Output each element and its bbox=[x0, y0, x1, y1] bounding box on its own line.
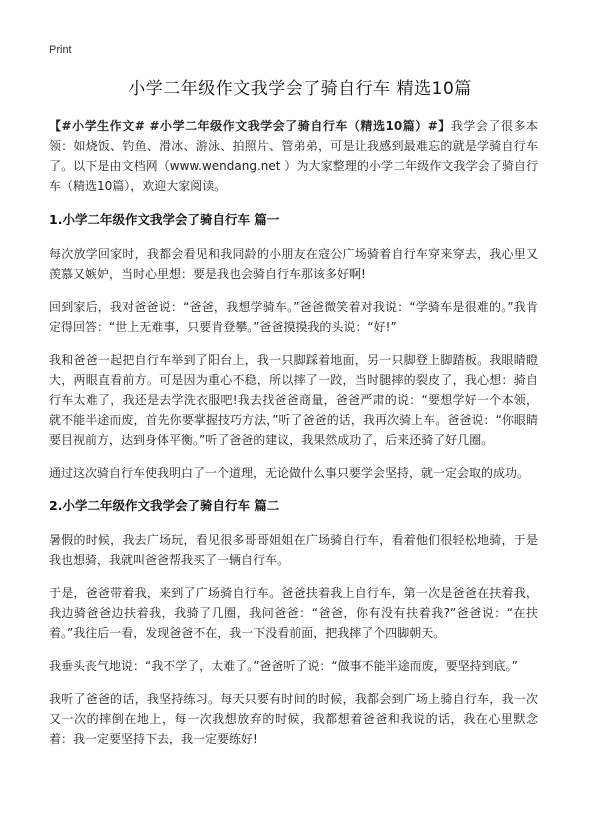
intro-paragraph bbox=[49, 116, 538, 196]
section-2-paragraph-1: 暑假的时候，我去广场玩，看见很多哥哥姐姐在广场骑自行车，看着他们很轻松地骑，于是我也想骑，我就叫爸爸帮我买了一辆自行车。 bbox=[49, 533, 538, 567]
section-1-paragraph-1: 每次放学回家时，我都会看见和我同龄的小朋友在寇公广场骑着自行车穿来穿去，我心里又羡慕又嫉妒，当时心里想：要是我也会骑自行车那该多好啊! bbox=[49, 247, 538, 281]
page-title: 小学二年级作文我学会了骑自行车 精选10篇 bbox=[128, 79, 472, 99]
section-1-paragraph-4: 通过这次骑自行车使我明白了一个道理，无论做什么事只要学会坚持，就一定会取的成功。 bbox=[49, 466, 530, 480]
section-1-paragraph-3: 我和爸爸一起把自行车举到了阳台上，我一只脚踩着地面，另一只脚登上脚踏板。我眼睛瞪大，两眼直看前方。可是因为重心不稳，所以摔了一跤，当时腿摔的裂皮了，我心想：骑自行车太难了，我还是去学洗衣服吧!我去找爸爸商量，爸爸严肃的说：“要想学好一个本领，就不能半途而废，首先你要掌握技巧方法，”听了爸爸的话，我再次骑上车。爸爸说：“你眼睛要目视前方，达到身体平衡。”听了爸爸的建议，我果然成功了，后来还骑了好几圈。 bbox=[49, 353, 538, 447]
section-2-paragraph-3: 我垂头丧气地说：“我不学了，太难了。”爸爸听了说：“做事不能半途而废，要坚持到底。” bbox=[49, 659, 518, 673]
section-2-paragraph-2: 于是，爸爸带着我，来到了广场骑自行车。爸爸扶着我上自行车，第一次是爸爸在扶着我，我边骑爸爸边扶着我，我骑了几圈，我问爸爸：“爸爸，你有没有扶着我?”爸爸说：“在扶着。”我往后一看，发现爸爸不在，我一下没看前面，把我摔了个四脚朝天。 bbox=[49, 586, 538, 640]
article-body bbox=[49, 116, 538, 762]
section-heading-1: 1.小学二年级作文我学会了骑自行车 篇一 bbox=[49, 212, 280, 227]
intro-text: 我学会了很多本领：如烧饭、钓鱼、滑冰、游泳、拍照片、管弟弟，可是让我感到最难忘的就是学骑自行车了。以下是由文档网（www.wendang.net ）为大家整理的小学二年级作文我学会了骑自行车（精选10篇），欢迎大家阅读。 bbox=[49, 119, 538, 193]
section-2-paragraph-4: 我听了爸爸的话，我坚持练习。每天只要有时间的时候，我都会到广场上骑自行车，我一次又一次的摔倒在地上，每一次我想放弃的时候，我都想着爸爸和我说的话，我在心里默念着：我一定要坚持下去，我一定要练好! bbox=[49, 692, 538, 746]
section-heading-2: 2.小学二年级作文我学会了骑自行车 篇二 bbox=[49, 498, 280, 513]
section-1-paragraph-2: 回到家后，我对爸爸说：“爸爸，我想学骑车。”爸爸微笑着对我说：“学骑车是很难的。”我肯定得回答：“世上无难事，只要肯登攀。”爸爸摸摸我的头说：“好!” bbox=[49, 300, 538, 334]
intro-tags: 【#小学生作文# #小学二年级作文我学会了骑自行车（精选10篇）#】 bbox=[49, 119, 451, 133]
print-label: Print bbox=[49, 44, 72, 56]
